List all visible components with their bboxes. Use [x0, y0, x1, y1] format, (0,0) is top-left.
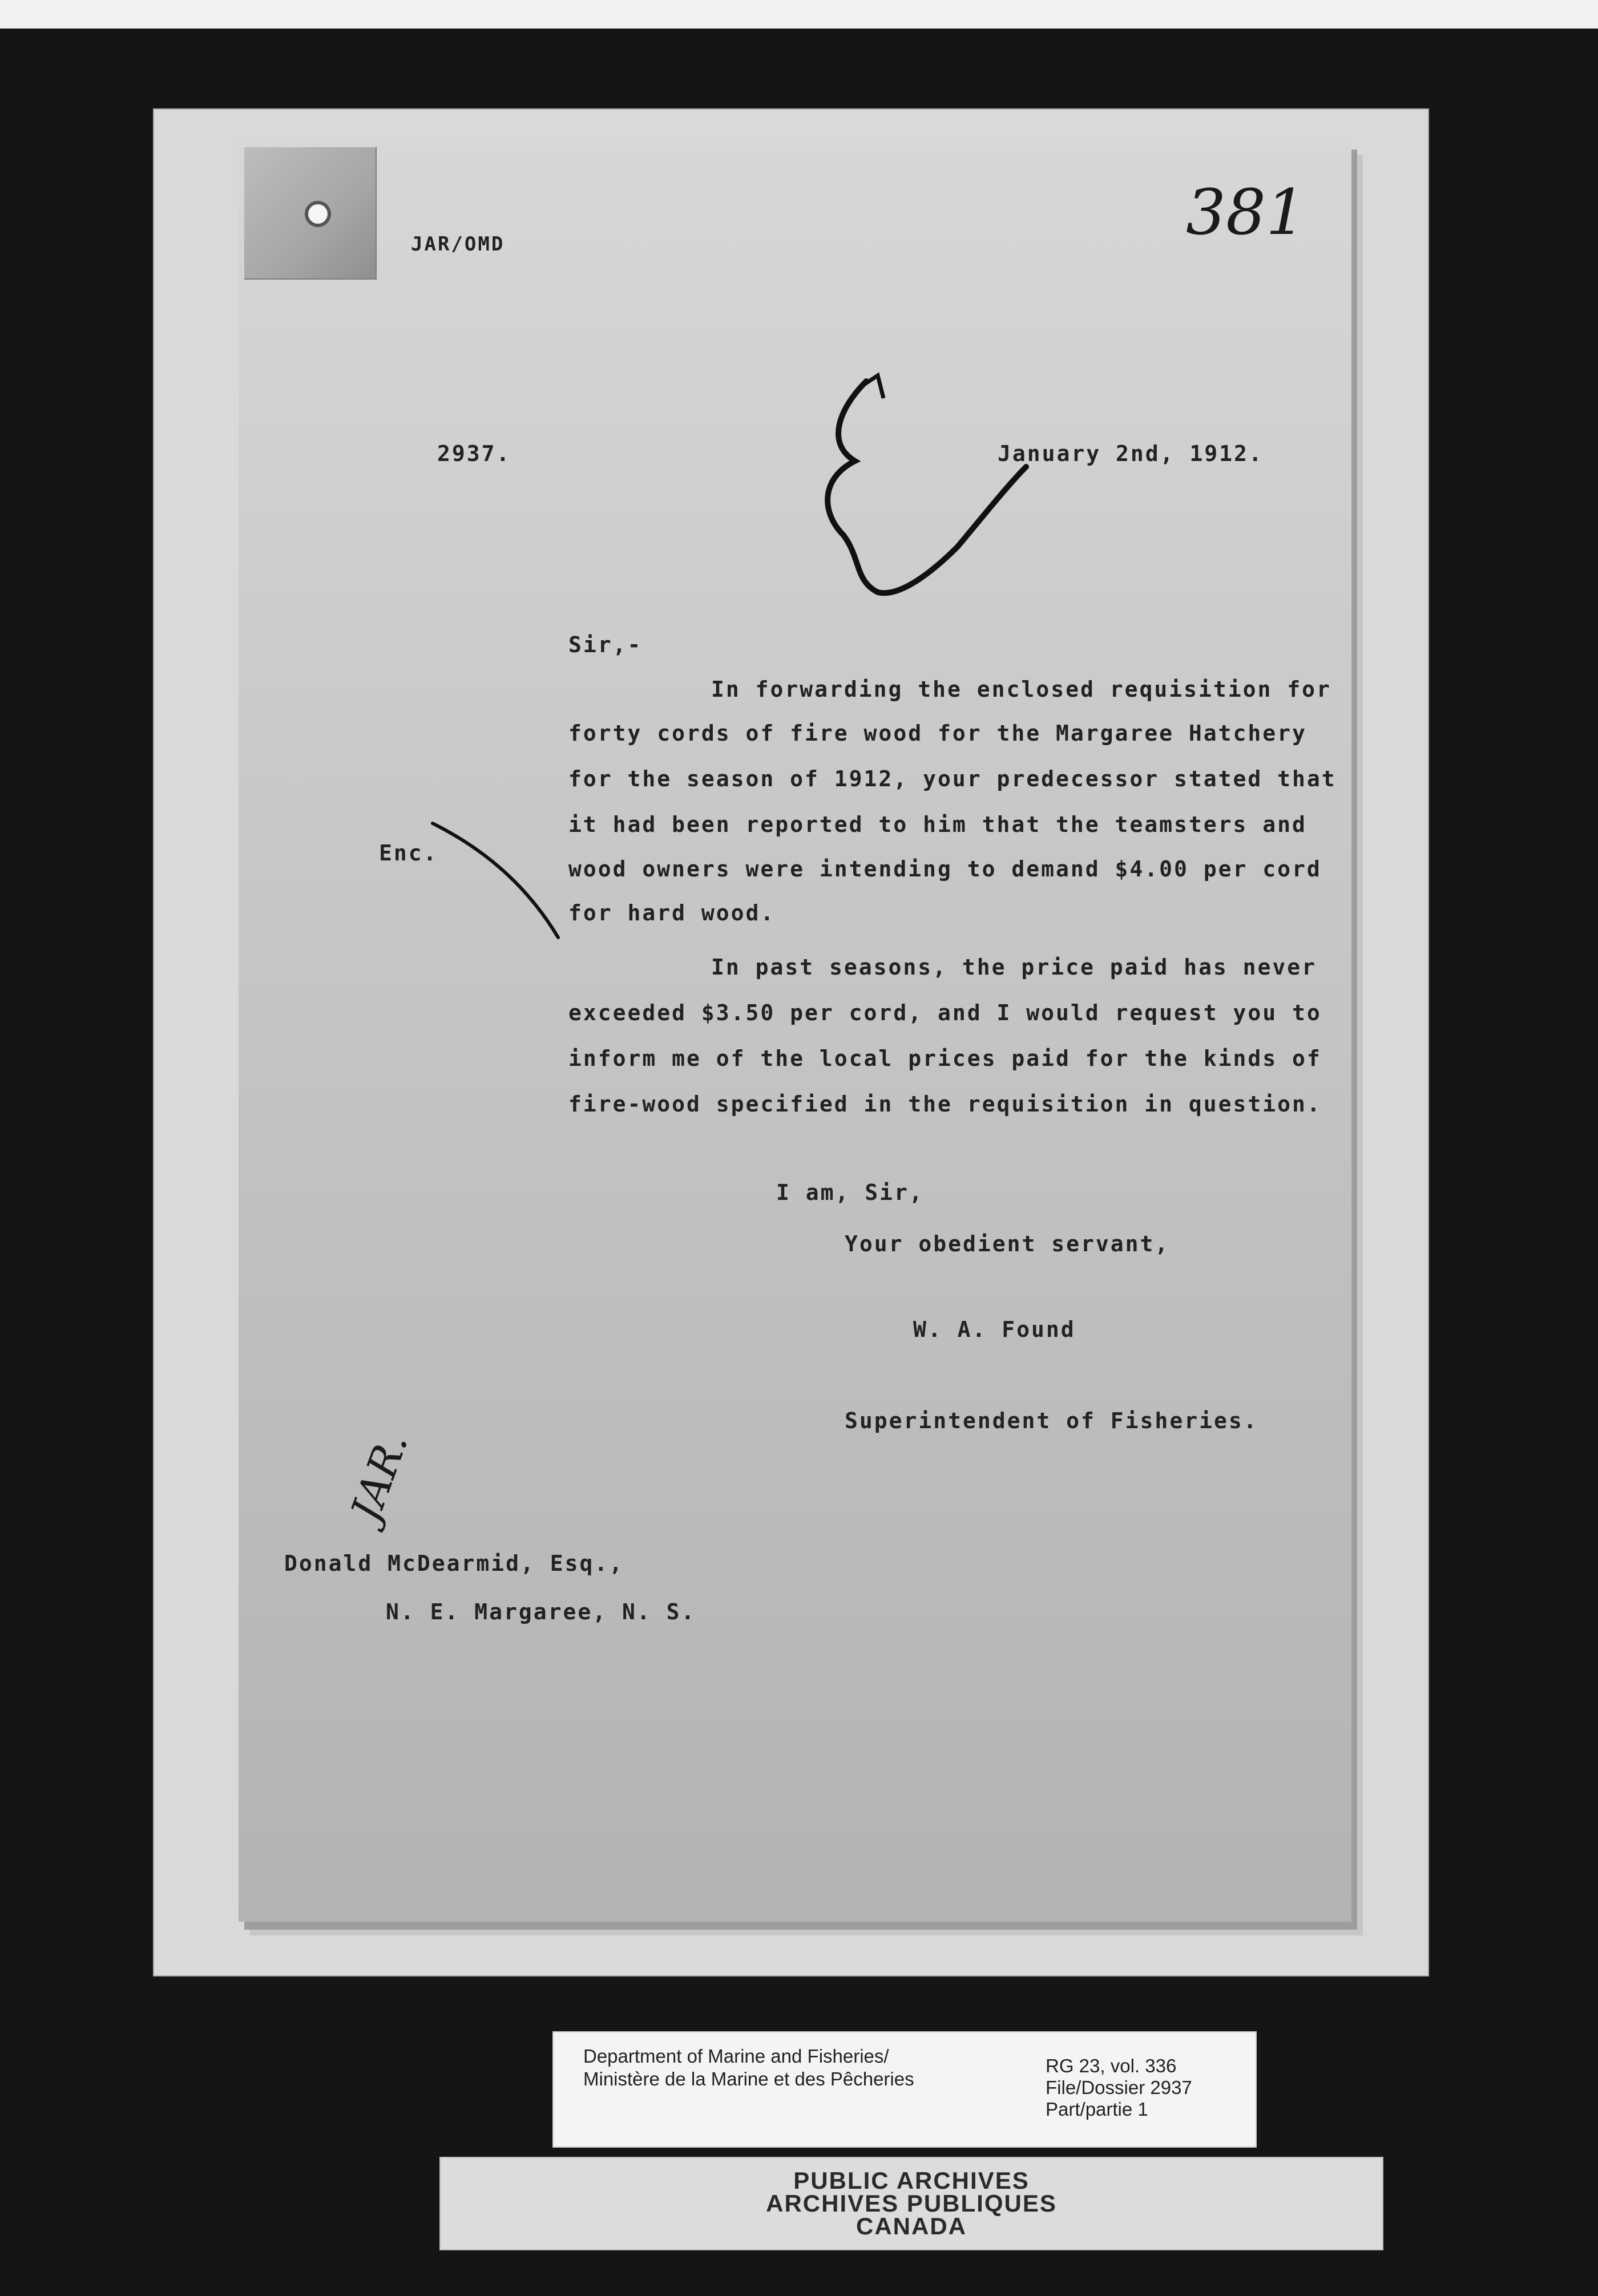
archive-stamp — [439, 2157, 1383, 2250]
stamp-line-3: CANADA — [856, 2213, 967, 2240]
body-line: for the season of 1912, your predecessor stated that — [568, 766, 1337, 791]
folded-corner — [244, 147, 377, 280]
body-line: exceeded $3.50 per cord, and I would request you to — [568, 1000, 1322, 1025]
department-en: Department of Marine and Fisheries/ — [583, 2046, 889, 2067]
signatory-title: Superintendent of Fisheries. — [845, 1408, 1258, 1433]
part-reference: Part/partie 1 — [1046, 2099, 1148, 2120]
handwritten-mark-icon — [786, 364, 1072, 615]
handwritten-initials: JAR. — [341, 1426, 417, 1527]
department-block — [583, 2045, 914, 2091]
body-line: inform me of the local prices paid for the kinds of — [568, 1046, 1322, 1071]
top-film-edge — [0, 0, 1598, 29]
page-number: 381 — [1186, 176, 1306, 249]
reference-block — [1046, 2055, 1192, 2120]
header-initials: JAR/OMD — [411, 233, 505, 256]
body-line: In forwarding the enclosed requisition for — [711, 677, 1331, 702]
stamp-line-1: PUBLIC ARCHIVES — [793, 2167, 1030, 2194]
salutation: Sir,- — [568, 632, 643, 657]
body-line: wood owners were intending to demand $4.00 per cord — [568, 856, 1322, 882]
recipient-address: N. E. Margaree, N. S. — [386, 1599, 696, 1624]
enclosure-stroke-icon — [427, 812, 575, 960]
closing-line-1: I am, Sir, — [776, 1180, 924, 1205]
file-number: 2937. — [437, 441, 511, 466]
body-line: fire-wood specified in the requisition in question. — [568, 1092, 1322, 1117]
department-fr: Ministère de la Marine et des Pêcheries — [583, 2068, 914, 2089]
letter-date: January 2nd, 1912. — [998, 441, 1264, 466]
stamp-line-2: ARCHIVES PUBLIQUES — [766, 2190, 1057, 2217]
enclosure-note: Enc. — [379, 840, 438, 866]
record-group: RG 23, vol. 336 — [1046, 2055, 1177, 2076]
letter-sheet — [239, 142, 1351, 1922]
body-line: it had been reported to him that the teamsters and — [568, 812, 1307, 837]
punch-hole-icon — [308, 204, 328, 224]
body-line: forty cords of fire wood for the Margaree Hatchery — [568, 721, 1307, 746]
body-line: In past seasons, the price paid has never — [711, 955, 1317, 980]
archive-reference-label — [552, 2031, 1257, 2148]
recipient-name: Donald McDearmid, Esq., — [284, 1551, 624, 1576]
signatory-name: W. A. Found — [913, 1317, 1076, 1342]
closing-line-2: Your obedient servant, — [845, 1231, 1170, 1256]
body-line: for hard wood. — [568, 900, 776, 925]
file-reference: File/Dossier 2937 — [1046, 2077, 1192, 2098]
